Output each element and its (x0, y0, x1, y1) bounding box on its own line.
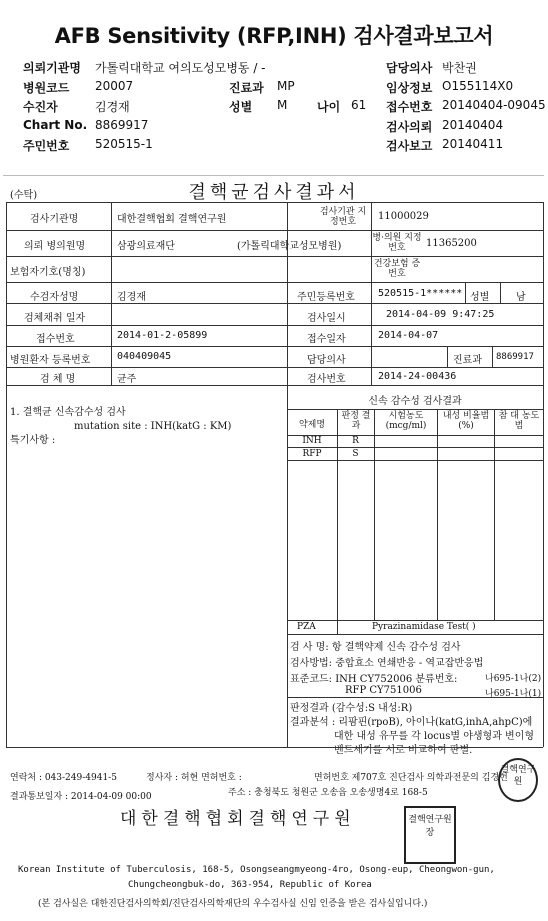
method-line: RFP CY751006 (345, 685, 422, 696)
header-label: 수진자 (23, 100, 58, 114)
header-value: O155114X0 (442, 79, 514, 93)
ins-no-label: 건강보험 증번호 (373, 259, 421, 279)
spec-value: 균주 (117, 374, 137, 385)
method-line: 판정결과 (감수성:S 내성:R) (290, 703, 413, 714)
header-value: 20007 (95, 79, 134, 93)
footer-license: 면허번호 제707호 진단검사 의학과전문의 김경헌 (314, 773, 508, 783)
method-line: 표준코드: INH CY752006 분류번호: (290, 674, 458, 685)
header-value: 가톨릭대학교 여의도성모병동 / - (95, 61, 266, 75)
report-title: AFB Sensitivity (RFP,INH) 검사결과보고서 (54, 24, 494, 48)
sex-label-form: 성별 (470, 292, 490, 303)
col-resist-header: 내성 비율범(%) (442, 411, 490, 431)
table-row-result: S (352, 449, 359, 459)
footer-address: 주소 : 충청북도 청원군 오송읍 오송생명4로 168-5 (228, 788, 428, 798)
pat-label: 병원환자 등록번호 (10, 355, 91, 366)
footer-inspector: 정사자 : 허현 면허번호 : (146, 773, 242, 783)
header-label: 검사보고 (386, 139, 433, 153)
req-no-value: 11365200 (426, 238, 477, 249)
mutation-text: mutation site : INH(katG : KM) (74, 421, 232, 432)
dept-value-form: 8869917 (496, 352, 534, 362)
method-line: 대한 내성 유무를 각 locus별 야생형과 변이형 (334, 731, 535, 742)
footer-notice: (본 검사실은 대한진단검사의학회/진단검사의학재단의 우수검사실 신임 인증을 받은 검사실입니다.) (38, 899, 428, 909)
footer-contact: 연락처 : 043-249-4941-5 (10, 773, 117, 783)
item1-text: 1. 결핵균 신속감수성 검사 (10, 407, 126, 418)
exam-no-value: 2014-24-00436 (378, 371, 457, 382)
method-line: 검사방법: 중합효소 연쇄반응 - 역교잡반응법 (290, 658, 484, 669)
header-label: 접수번호 (386, 100, 433, 114)
header-value: 520515-1 (95, 137, 153, 151)
header-label: 검사의뢰 (386, 120, 433, 134)
header-value: 8869917 (95, 118, 149, 132)
header-value: 20140404 (442, 118, 504, 132)
exam-date-value: 2014-04-09 9:47:25 (386, 309, 495, 320)
header-label: 임상정보 (386, 81, 433, 95)
seal-stamp (498, 758, 538, 802)
req-label: 의뢰 병의원명 (24, 241, 86, 252)
header-label: 의뢰기관명 (23, 61, 81, 75)
recv-no-label: 접수번호 (36, 334, 75, 345)
recv-date-label: 접수일자 (307, 334, 346, 345)
col-ref-header: 참 대 농도범 (498, 411, 540, 431)
seal-text: 결핵연구원 (500, 765, 536, 787)
collect-label: 검체채취 일자 (24, 313, 86, 324)
footer-report-date: 결과통보일자 : 2014-04-09 00:00 (10, 792, 152, 802)
req-value: 삼광의료재단 (117, 241, 175, 252)
exam-date-label: 검사일시 (307, 313, 346, 324)
seal-stamp-square (404, 806, 456, 864)
col-result-header: 판정 결과 (341, 411, 371, 431)
agency-value: 대한결핵협회 결핵연구원 (117, 214, 227, 225)
agency-no-value: 11000029 (378, 211, 429, 222)
header-value: 김경재 (95, 100, 130, 114)
col-drug-header: 약제명 (298, 420, 326, 430)
rrn-value: 520515-1****** (378, 288, 463, 299)
rrn-label: 주민등록번호 (297, 292, 355, 303)
req-value2: (가톨릭대학교성모병원) (237, 241, 342, 252)
seal-text: 결핵연구원장 (408, 815, 452, 838)
dept-label: 진료과 (229, 81, 264, 95)
pat-value: 040409045 (117, 351, 172, 362)
method-line: 밴드세기를 서로 비교하여 판별. (334, 745, 473, 756)
footer-org-en1: Korean Institute of Tuberculosis, 168-5, Osongseangmyeong-4ro, Osong-eup, Cheongwon-gun, (18, 865, 495, 875)
req-no-label: 병·의원 지정번호 (372, 233, 422, 253)
footer-org-name: 대한결핵협회결핵연구원 (120, 809, 356, 829)
header-value: 20140404-09045 (442, 98, 546, 112)
recv-no-value: 2014-01-2-05899 (117, 330, 208, 341)
agency-label: 검사기관명 (30, 214, 79, 225)
header-value: 20140411 (442, 137, 504, 151)
age-label: 나이 (317, 100, 341, 114)
sex-label: 성별 (229, 100, 253, 114)
special-label: 특기사항 : (10, 435, 56, 446)
method-line: 검 사 명: 항 결핵약제 신속 감수성 검사 (290, 642, 461, 653)
exam-no-label: 검사번호 (307, 374, 346, 385)
footer-org-en2: Chungcheongbuk-do, 363-954, Republic of Korea (128, 880, 372, 890)
header-label: Chart No. (23, 118, 88, 132)
dept-value: MP (277, 79, 295, 93)
method-code: 나695-1나(2) (485, 674, 542, 684)
header-value: 박찬권 (442, 61, 477, 75)
method-code: 나695-1나(1) (485, 689, 542, 699)
doctor-label: 담당의사 (307, 355, 346, 366)
agency-no-label: 검사기관 지정번호 (319, 207, 367, 227)
sex-value: M (277, 98, 288, 112)
table-caption: 신속 감수성 검사결과 (368, 396, 462, 407)
header-label: 주민번호 (23, 139, 70, 153)
header-label: 병원코드 (23, 81, 70, 95)
age-value: 61 (351, 98, 367, 112)
sex-value-form: 남 (516, 292, 526, 303)
recv-date-value: 2014-04-07 (378, 330, 439, 341)
method-line: 결과분석 : 리팜핀(rpoB), 아이나(katG,inhA,ahpC)에 (290, 717, 533, 728)
name-label: 수검자성명 (30, 292, 79, 303)
spec-label: 검 체 명 (40, 374, 76, 385)
ins-label: 보험자기호(명칭) (10, 267, 86, 278)
dept-label-form: 진료과 (453, 355, 482, 366)
form-title: 결핵균검사결과서 (188, 182, 360, 203)
table-row-drug: RFP (302, 449, 322, 459)
pza-label: PZA (297, 622, 316, 632)
header-label: 담당의사 (386, 61, 433, 75)
col-conc-header: 시험농도 (mcg/ml) (385, 411, 427, 431)
form-corner-label: (수탁) (10, 190, 38, 201)
name-value: 김경재 (117, 292, 146, 303)
table-row-result: R (352, 436, 359, 446)
pza-text: Pyrazinamidase Test( ) (372, 622, 476, 632)
table-row-drug: INH (302, 436, 322, 446)
